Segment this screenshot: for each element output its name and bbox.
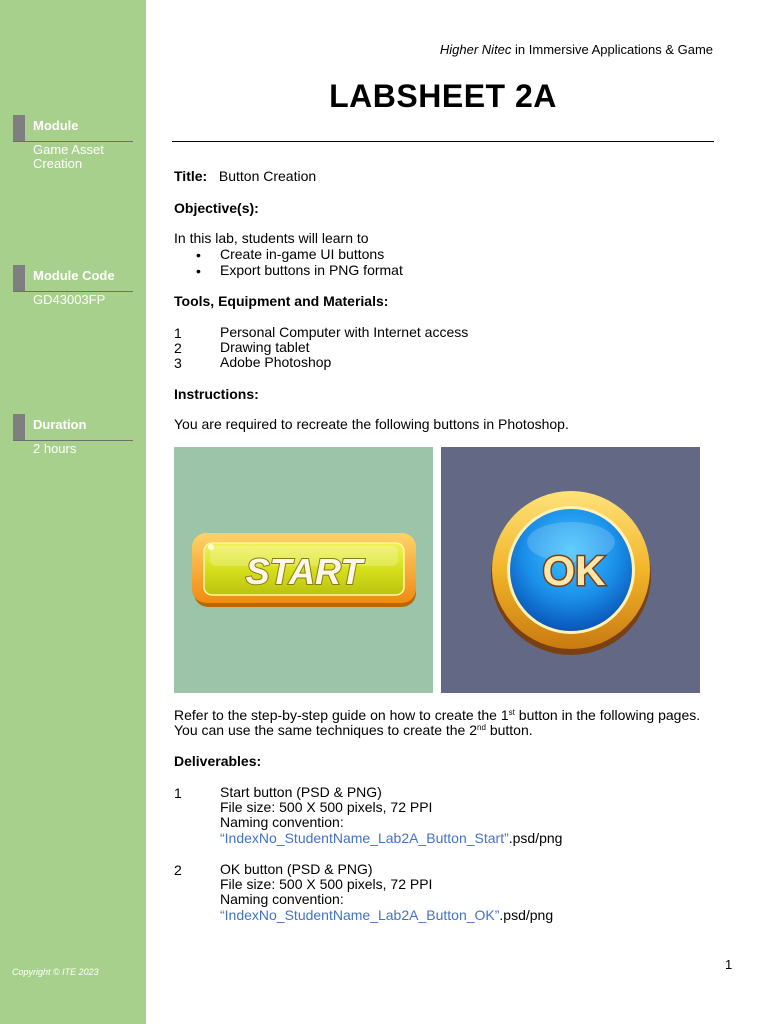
same-text-b: button. bbox=[485, 722, 533, 738]
bullet-2: • bbox=[196, 263, 201, 279]
ok-button-graphic bbox=[441, 447, 700, 693]
ok-button-illustration bbox=[441, 447, 700, 693]
deliverable-1-ext: .psd/png bbox=[508, 830, 563, 846]
tool-number-2: 2 bbox=[174, 340, 182, 356]
title-value: Button Creation bbox=[218, 168, 317, 184]
course-name: in Immersive Applications & Game bbox=[511, 42, 713, 57]
objective-item-2: Export buttons in PNG format bbox=[220, 262, 403, 278]
deliverable-2-filename: “IndexNo_StudentName_Lab2A_Button_OK” bbox=[220, 907, 500, 923]
module-value-line2: Creation bbox=[33, 156, 83, 171]
tool-item-2: Drawing tablet bbox=[220, 339, 310, 355]
tool-item-1: Personal Computer with Internet access bbox=[220, 324, 469, 340]
deliverable-2-ext: .psd/png bbox=[499, 907, 554, 923]
deliverable-number-2: 2 bbox=[174, 862, 182, 878]
module-code-label: Module Code bbox=[33, 268, 115, 283]
tool-number-3: 3 bbox=[174, 355, 182, 371]
duration-label: Duration bbox=[33, 417, 87, 432]
course-level: Higher Nitec bbox=[439, 42, 512, 57]
duration-value: 2 hours bbox=[33, 441, 77, 456]
refer-text-a: Refer to the step-by-step guide on how to create the 1 bbox=[174, 707, 509, 723]
deliverables-heading: Deliverables: bbox=[174, 753, 262, 769]
deliverable-2-line1: OK button (PSD & PNG) bbox=[220, 861, 373, 877]
module-label: Module bbox=[33, 118, 79, 133]
start-button-illustration bbox=[174, 447, 433, 693]
deliverable-2-filename-line bbox=[220, 908, 553, 924]
title-label: Title: bbox=[174, 168, 208, 184]
deliverable-1-filename-line bbox=[220, 831, 562, 847]
ok-button-label: OK bbox=[542, 547, 606, 594]
deliverable-1-filename: “IndexNo_StudentName_Lab2A_Button_Start” bbox=[220, 830, 509, 846]
copyright-notice: Copyright © ITE 2023 bbox=[12, 967, 99, 977]
refer-sup: st bbox=[508, 708, 515, 717]
deliverable-number-1: 1 bbox=[174, 785, 182, 801]
deliverable-1-line1: Start button (PSD & PNG) bbox=[220, 784, 382, 800]
instructions-heading: Instructions: bbox=[174, 386, 259, 402]
same-text-a: You can use the same techniques to create the 2 bbox=[174, 722, 478, 738]
deliverable-1-line2: File size: 500 X 500 pixels, 72 PPI bbox=[220, 799, 433, 815]
objective-item-1: Create in-game UI buttons bbox=[220, 246, 385, 262]
module-code-value: GD43003FP bbox=[33, 292, 106, 307]
deliverable-1-line3: Naming convention: bbox=[220, 814, 344, 830]
running-header bbox=[440, 42, 713, 57]
title-line bbox=[174, 169, 316, 185]
start-button-graphic bbox=[174, 447, 433, 693]
objectives-intro: In this lab, students will learn to bbox=[174, 230, 369, 246]
refer-text-b: button in the following pages. bbox=[514, 707, 701, 723]
document-title: LABSHEET 2A bbox=[329, 78, 557, 114]
bullet-1: • bbox=[196, 247, 201, 263]
instructions-text: You are required to recreate the following buttons in Photoshop. bbox=[174, 416, 569, 432]
tool-item-3: Adobe Photoshop bbox=[220, 354, 332, 370]
deliverable-2-line2: File size: 500 X 500 pixels, 72 PPI bbox=[220, 876, 433, 892]
module-value-line1: Game Asset bbox=[33, 142, 104, 157]
deliverable-2-line3: Naming convention: bbox=[220, 891, 344, 907]
start-button-label: START bbox=[245, 551, 363, 592]
same-sup: nd bbox=[477, 723, 486, 732]
page-number: 1 bbox=[725, 957, 733, 972]
objectives-heading: Objective(s): bbox=[174, 200, 259, 216]
title-rule bbox=[172, 141, 714, 142]
tool-number-1: 1 bbox=[174, 325, 182, 341]
tools-heading: Tools, Equipment and Materials: bbox=[174, 293, 389, 309]
same-line bbox=[174, 723, 533, 739]
